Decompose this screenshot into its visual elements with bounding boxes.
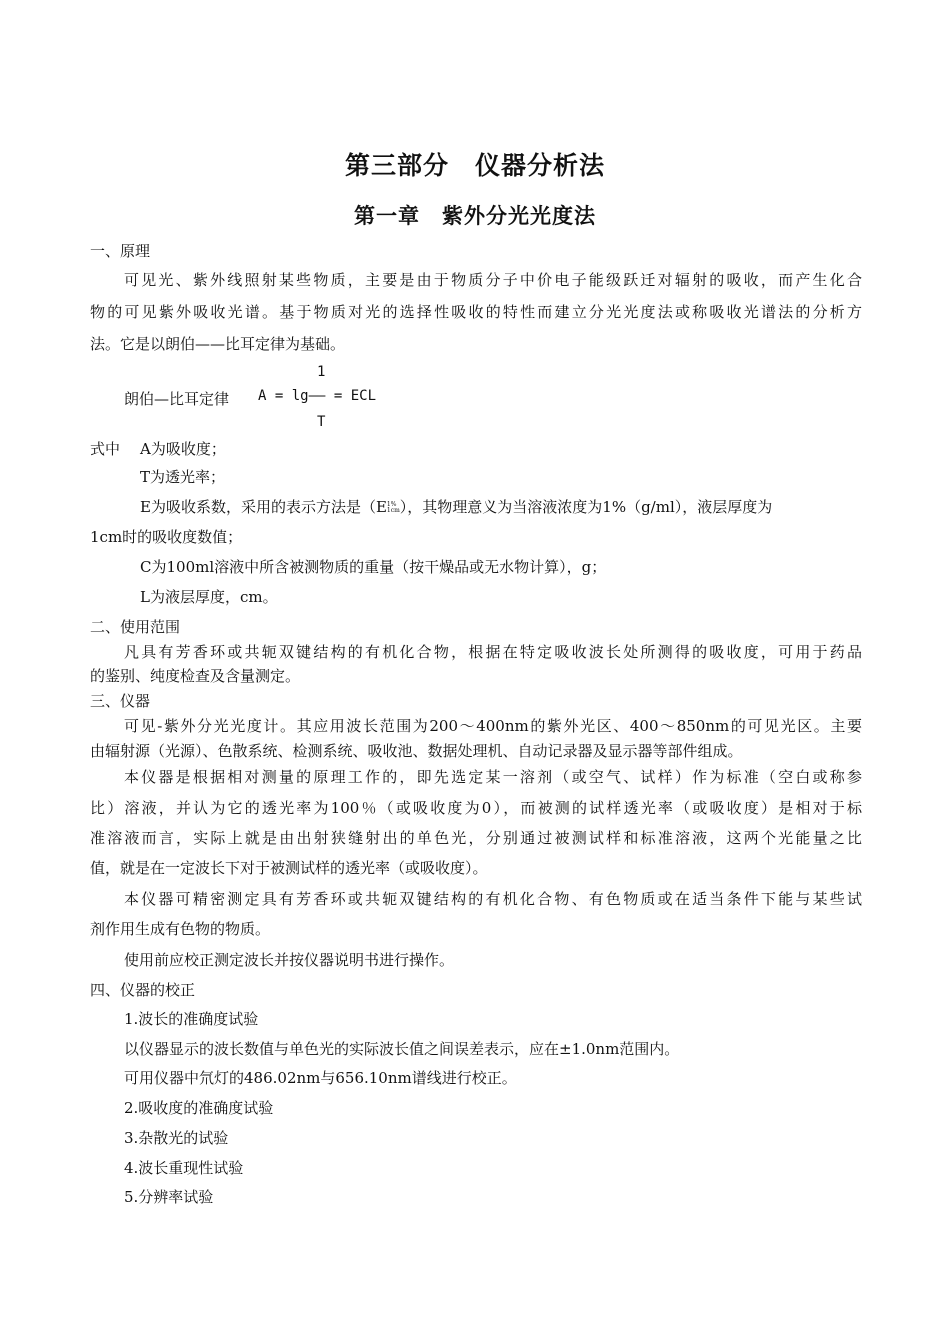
paragraph-line: 法。它是以朗伯——比耳定律为基础。 [90, 335, 346, 353]
definition-t: T为透光率； [140, 468, 226, 486]
list-item: 以仪器显示的波长数值与单色光的实际波长值之间误差表示，应在±1.0nm范围内。 [124, 1040, 680, 1058]
chapter-title: 第一章 紫外分光光度法 [354, 204, 596, 228]
e-subscript: 1cm [386, 507, 400, 514]
definition-e-text: E为吸收系数，采用的表示方法是（E [140, 498, 387, 516]
definition-e-line1 [140, 497, 862, 517]
paragraph-line: 本仪器是根据相对测量的原理工作的，即先选定某一溶剂（或空气、试样）作为标准（空白或称参 [124, 768, 862, 786]
section-heading-scope: 二、使用范围 [90, 618, 181, 636]
formula-label: 朗伯—比耳定律 [124, 390, 230, 408]
formula-denominator: T [317, 414, 326, 430]
definition-c: C为100ml溶液中所含被测物质的重量（按干燥品或无水物计算），g； [140, 558, 607, 576]
paragraph-line: 剂作用生成有色物的物质。 [90, 920, 271, 938]
list-item: 1.波长的准确度试验 [124, 1010, 259, 1028]
paragraph-line: 凡具有芳香环或共轭双键结构的有机化合物，根据在特定吸收波长处所测得的吸收度，可用于药品 [124, 643, 862, 661]
definition-e-line2: 1cm时的吸收度数值； [90, 528, 243, 546]
section-heading-calibration: 四、仪器的校正 [90, 981, 196, 999]
list-item: 2.吸收度的准确度试验 [124, 1099, 274, 1117]
paragraph-line: 物的可见紫外吸收光谱。基于物质对光的选择性吸收的特性而建立分光光度法或称吸收光谱法的分析方 [90, 303, 862, 321]
formula-numerator: 1 [317, 364, 326, 380]
paragraph-line: 本仪器可精密测定具有芳香环或共轭双键结构的有机化合物、有色物质或在适当条件下能与某些试 [124, 890, 862, 908]
section-heading-instrument: 三、仪器 [90, 692, 151, 710]
definition-a: A为吸收度； [140, 440, 226, 458]
paragraph-line: 由辐射源（光源）、色散系统、检测系统、吸收池、数据处理机、自动记录器及显示器等部件组成。 [90, 742, 743, 760]
formula-expression: A = lg—— = ECL [258, 388, 377, 404]
paragraph-line: 可见-紫外分光光度计。其应用波长范围为200～400nm的紫外光区、400～850nm的可见光区。主要 [124, 717, 862, 735]
paragraph-line: 的鉴别、纯度检查及含量测定。 [90, 667, 301, 685]
paragraph-line: 可见光、紫外线照射某些物质，主要是由于物质分子中价电子能级跃迁对辐射的吸收，而产生化合 [124, 271, 862, 289]
paragraph-line: 值，就是在一定波长下对于被测试样的透光率（或吸收度）。 [90, 859, 488, 877]
part-title: 第三部分 仪器分析法 [344, 151, 605, 180]
list-item: 可用仪器中氘灯的486.02nm与656.10nm谱线进行校正。 [124, 1069, 517, 1087]
list-item: 4.波长重现性试验 [124, 1159, 244, 1177]
paragraph-line: 准溶液而言，实际上就是由出射狭缝射出的单色光，分别通过被测试样和标准溶液，这两个光能量之比 [90, 829, 862, 847]
list-item: 3.杂散光的试验 [124, 1129, 229, 1147]
list-item: 5.分辨率试验 [124, 1188, 214, 1206]
paragraph-line: 比）溶液，并认为它的透光率为100％（或吸收度为0），而被测的试样透光率（或吸收度）是相对于标 [90, 799, 862, 817]
section-heading-principle: 一、原理 [90, 242, 151, 260]
e-superscript-subscript [387, 502, 400, 514]
where-prefix: 式中 [90, 440, 121, 458]
definition-e-text-post: ），其物理意义为当溶液浓度为1%（g/ml），液层厚度为 [399, 498, 773, 516]
e-superscript: 1% [386, 501, 397, 508]
paragraph-line: 使用前应校正测定波长并按仪器说明书进行操作。 [124, 951, 455, 969]
definition-l: L为液层厚度，cm。 [140, 588, 278, 606]
